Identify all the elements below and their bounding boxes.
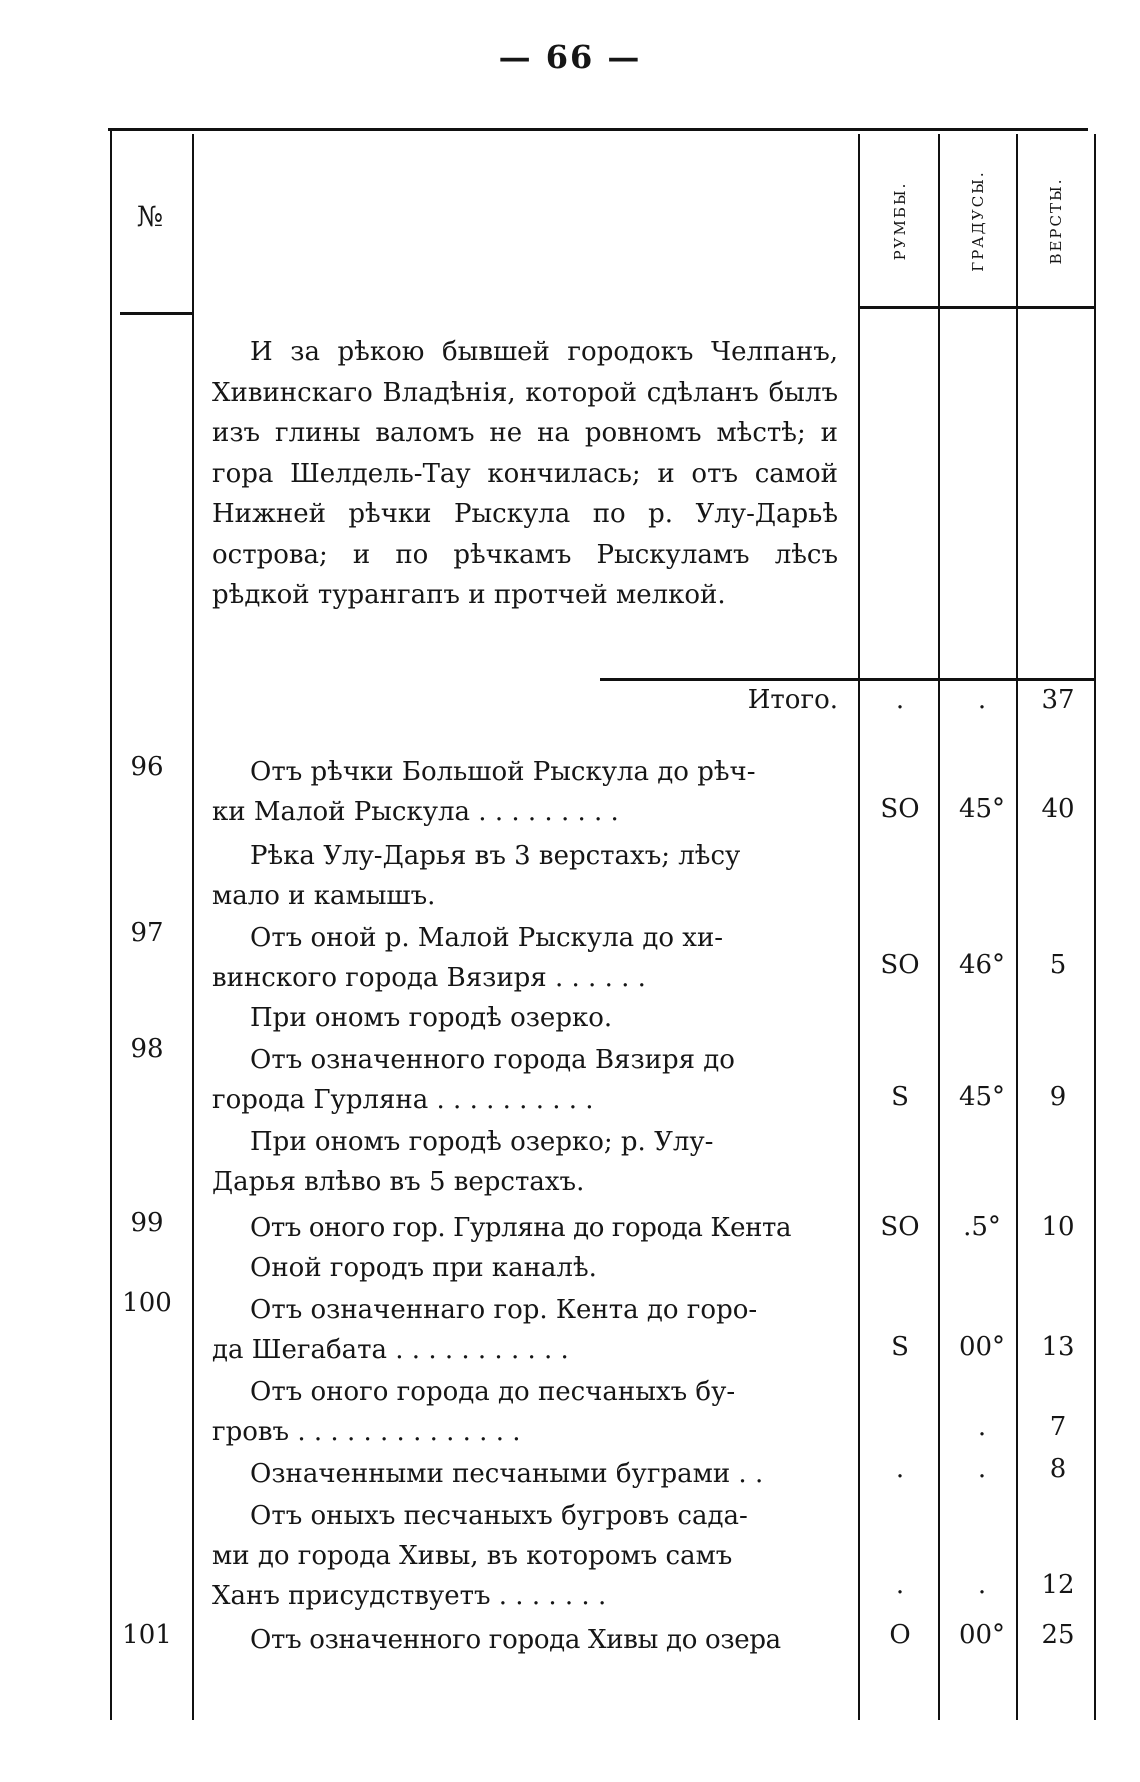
entry-rumb: .: [895, 1570, 905, 1600]
entry-grad: .5°: [963, 1212, 1001, 1242]
entry-text: Ханъ присудствуетъ . . . . . . .: [212, 1581, 607, 1611]
entry-text: Отъ означенного города Хивы до озера: [250, 1625, 781, 1655]
entry-number: 98: [130, 1034, 164, 1064]
entry-number: 101: [122, 1620, 172, 1650]
entry-text: Означенными песчаными буграми . .: [250, 1459, 764, 1489]
entry-text: Отъ оной р. Малой Рыскула до хи-: [250, 923, 724, 953]
entry-text: Отъ означеннаго гор. Кента до горо-: [250, 1295, 758, 1325]
entry-grad: 00°: [958, 1332, 1006, 1362]
entry-versty: 8: [1049, 1454, 1067, 1484]
entry-rumb: SO: [880, 950, 920, 980]
entry-text: да Шегабата . . . . . . . . . . .: [212, 1335, 569, 1365]
entry-text: Отъ рѣчки Большой Рыскула до рѣч-: [250, 757, 756, 787]
entry-note: Дарья влѣво въ 5 верстахъ.: [212, 1167, 585, 1197]
entry-note: При ономъ городѣ озерко; р. Улу-: [250, 1127, 714, 1157]
number-column-header: №: [136, 200, 164, 233]
entry-text: ми до города Хивы, въ которомъ самъ: [212, 1541, 733, 1571]
entry-note: мало и камышъ.: [212, 881, 436, 911]
entry-grad: 45°: [958, 1082, 1006, 1112]
total-rumb: .: [895, 685, 905, 715]
rumby-column-header: РУМБЫ.: [891, 181, 909, 261]
entry-number: 100: [122, 1288, 172, 1318]
entry-rumb: S: [891, 1332, 909, 1362]
entry-versty: 5: [1049, 950, 1067, 980]
entry-versty: 13: [1041, 1332, 1075, 1362]
total-versty: 37: [1041, 685, 1075, 715]
entry-versty: 25: [1041, 1620, 1075, 1650]
entry-rumb: SO: [880, 794, 920, 824]
number-header-rule: [120, 312, 192, 315]
entry-text: города Гурляна . . . . . . . . . .: [212, 1085, 594, 1115]
entry-text: Отъ оного гор. Гурляна до города Кента: [250, 1213, 792, 1243]
entry-rumb: О: [889, 1620, 911, 1650]
entry-versty: 12: [1041, 1570, 1075, 1600]
entry-versty: 10: [1041, 1212, 1075, 1242]
entry-text: Отъ оного города до песчаныхъ бу-: [250, 1377, 736, 1407]
total-grad: .: [977, 685, 987, 715]
total-rule: [600, 678, 1094, 681]
table-top-rule: [108, 128, 1088, 131]
entry-rumb: SO: [880, 1212, 920, 1242]
entry-text: ки Малой Рыскула . . . . . . . . .: [212, 797, 619, 827]
gradusy-column-header: ГРАДУСЫ.: [969, 170, 987, 272]
entry-text: гровъ . . . . . . . . . . . . . .: [212, 1417, 521, 1447]
entry-grad: 00°: [958, 1620, 1006, 1650]
entry-grad: .: [977, 1570, 987, 1600]
entry-note: Рѣка Улу-Дарья въ 3 верстахъ; лѣсу: [250, 841, 741, 871]
versty-column-header: ВЕРСТЫ.: [1047, 177, 1065, 265]
entry-grad: .: [977, 1454, 987, 1484]
entry-note: При ономъ городѣ озерко.: [250, 1003, 613, 1033]
entry-versty: 9: [1049, 1082, 1067, 1112]
entry-text: Отъ означенного города Вязиря до: [250, 1045, 735, 1075]
total-label: Итого.: [747, 685, 838, 715]
entry-grad: 45°: [958, 794, 1006, 824]
page-number: — 66 —: [498, 38, 642, 76]
entry-versty: 40: [1041, 794, 1075, 824]
intro-paragraph: И за рѣкою бывшей городокъ Челпанъ, Хивинскаго Владѣнія, которой сдѣланъ былъ изъ глины валомъ не на ровномъ мѣстѣ; и гора Шелдель-Тау кончилась; и отъ самой Нижней рѣчки Рыскула по р. Улу-Дарьѣ острова; и по рѣчкамъ Рыскуламъ лѣсъ рѣдкой турангапъ и протчей мелкой.: [212, 337, 838, 610]
entry-note: Оной городъ при каналѣ.: [250, 1253, 597, 1283]
number-column-rule: [192, 134, 194, 1720]
entry-versty: 7: [1049, 1412, 1067, 1442]
entry-grad: 46°: [958, 950, 1006, 980]
entry-text: Отъ оныхъ песчаныхъ бугровъ сада-: [250, 1501, 748, 1531]
entry-grad: .: [977, 1412, 987, 1442]
data-header-rule: [858, 306, 1094, 309]
entry-text: винского города Вязиря . . . . . .: [212, 963, 646, 993]
entry-rumb: .: [895, 1454, 905, 1484]
entry-number: 96: [130, 752, 164, 782]
entry-number: 99: [130, 1208, 164, 1238]
entry-rumb: S: [891, 1082, 909, 1112]
entry-number: 97: [130, 918, 164, 948]
